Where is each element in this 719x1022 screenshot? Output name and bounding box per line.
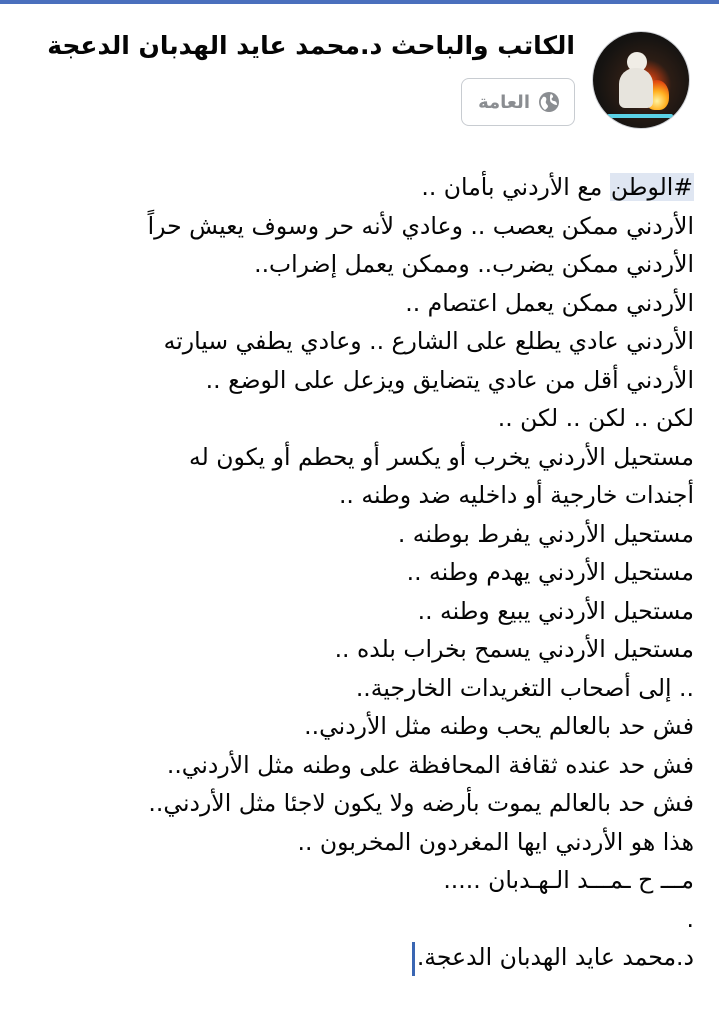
post-line-text: مع الأردني بأمان ..	[421, 173, 610, 201]
post-line: مستحيل الأردني يهدم وطنه ..	[406, 558, 694, 586]
avatar-caption-strip	[607, 114, 673, 118]
post-text	[14, 168, 694, 977]
author-name[interactable]: الكاتب والباحث د.محمد عايد الهدبان الدعجة	[47, 31, 575, 60]
audience-label: العامة	[478, 91, 530, 113]
top-accent-bar	[0, 0, 719, 4]
hashtag-link[interactable]: #الوطن	[610, 173, 693, 201]
post-line: الأردني ممكن يعصب .. وعادي لأنه حر وسوف يعيش حراً	[147, 211, 694, 240]
post-line: مستحيل الأردني يفرط بوطنه .	[397, 519, 694, 548]
post-line: أجندات خارجية أو داخليه ضد وطنه ..	[338, 481, 694, 509]
post-line: .. إلى أصحاب التغريدات الخارجية..	[355, 673, 694, 702]
avatar-figure-body	[619, 68, 653, 108]
post-line: لكن .. لكن .. لكن ..	[497, 404, 694, 432]
post-line: فش حد بالعالم يحب وطنه مثل الأردني..	[304, 712, 694, 740]
globe-icon	[538, 91, 560, 113]
post-header	[29, 22, 689, 132]
post-line: مستحيل الأردني يسمح بخراب بلده ..	[334, 635, 694, 663]
post-line-1	[14, 168, 694, 207]
audience-button[interactable]	[461, 78, 575, 126]
post-line: فش حد عنده ثقافة المحافظة على وطنه مثل الأردني..	[166, 750, 694, 779]
post-line: مـــ ح ـمـــد الـهـدبان .....	[443, 866, 694, 894]
text-cursor	[412, 942, 415, 976]
post-line: الأردني أقل من عادي يتضايق ويزعل على الوضع ..	[205, 365, 694, 394]
signature-text: د.محمد عايد الهدبان الدعجة.	[416, 943, 694, 971]
post-line: هذا هو الأردني ايها المغردون المخربون ..	[297, 827, 694, 856]
post-line: مستحيل الأردني يبيع وطنه ..	[417, 596, 694, 625]
post-line: الأردني ممكن يضرب.. وممكن يعمل إضراب..	[254, 250, 694, 278]
post-line: .	[686, 904, 694, 933]
post-line: الأردني عادي يطلع على الشارع .. وعادي يطفي سيارته	[163, 327, 694, 355]
post-line: فش حد بالعالم يموت بأرضه ولا يكون لاجئا مثل الأردني..	[148, 789, 694, 817]
post-line-signature	[14, 938, 694, 977]
post-line: الأردني ممكن يعمل اعتصام ..	[405, 288, 694, 317]
post-line: مستحيل الأردني يخرب أو يكسر أو يحطم أو يكون له	[189, 442, 694, 471]
avatar[interactable]	[593, 32, 689, 128]
